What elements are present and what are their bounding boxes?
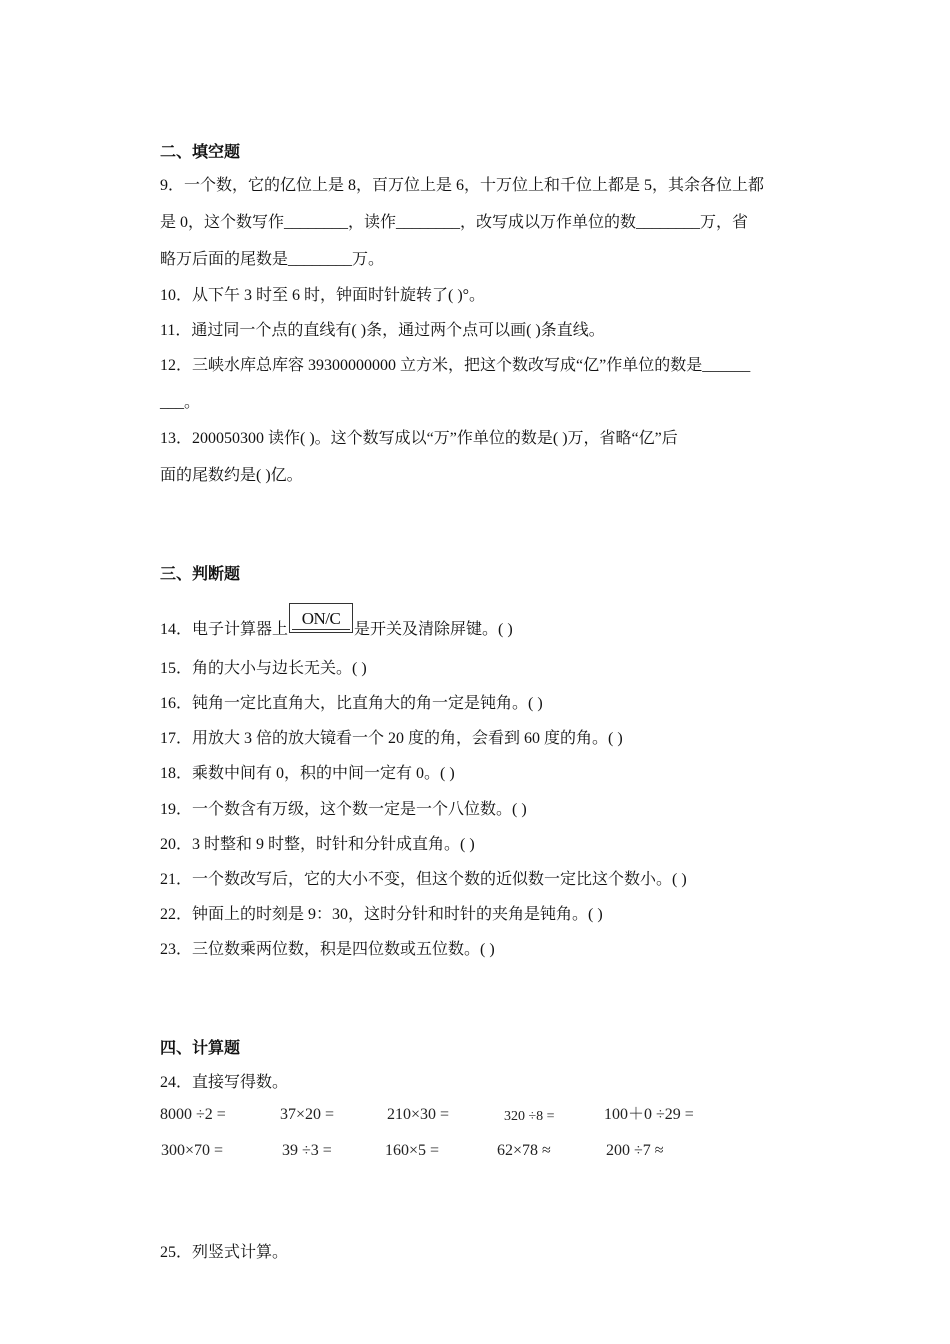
q25: 25．列竖式计算。: [160, 1244, 289, 1261]
q12-line-1: 12．三峡水库总库容 39300000000 立方米，把这个数改写成“亿”作单位的数是______: [160, 357, 751, 374]
q19: 19．一个数含有万级，这个数一定是一个八位数。( ): [160, 801, 527, 818]
calc-r2-3: 160×5 =: [385, 1142, 440, 1159]
q12-line-2: ___。: [160, 394, 201, 411]
q13-line-1: 13．200050300 读作( )。这个数写成以“万”作单位的数是( )万，省略“亿”后: [160, 430, 678, 447]
q16: 16．钝角一定比直角大，比直角大的角一定是钝角。( ): [160, 695, 543, 712]
q14: [160, 609, 513, 647]
q13-line-2: 面的尾数约是( )亿。: [160, 467, 303, 484]
on-c-key-icon: ON/C: [289, 603, 353, 633]
q9-line-3: 略万后面的尾数是________万。: [160, 251, 385, 268]
calc-r1-2: 37×20 =: [280, 1106, 335, 1123]
judge-heading: 三、判断题: [160, 566, 241, 583]
q9-line-1: 9．一个数，它的亿位上是 8，百万位上是 6，十万位上和千位上都是 5，其余各位上都: [160, 177, 765, 194]
calc-r2-1: 300×70 =: [161, 1142, 224, 1159]
q15: 15．角的大小与边长无关。( ): [160, 660, 367, 677]
q23: 23．三位数乘两位数，积是四位数或五位数。( ): [160, 941, 495, 958]
calc-r2-5: 200 ÷7 ≈: [606, 1142, 664, 1159]
q11: 11．通过同一个点的直线有( )条，通过两个点可以画( )条直线。: [160, 322, 605, 339]
q21: 21．一个数改写后，它的大小不变，但这个数的近似数一定比这个数小。( ): [160, 871, 687, 888]
calc-r2-2: 39 ÷3 =: [282, 1142, 332, 1159]
calc-heading: 四、计算题: [160, 1040, 241, 1057]
calc-r1-1: 8000 ÷2 =: [160, 1106, 226, 1123]
calc-r1-5: 100＋0 ÷29 =: [604, 1106, 694, 1123]
q10: 10．从下午 3 时至 6 时，钟面时针旋转了( )°。: [160, 287, 486, 304]
calc-r1-4: 320 ÷8 =: [504, 1109, 555, 1124]
q17: 17．用放大 3 倍的放大镜看一个 20 度的角，会看到 60 度的角。( ): [160, 730, 623, 747]
calc-r1-3: 210×30 =: [387, 1106, 450, 1123]
q14-text-before: 14．电子计算器上: [160, 621, 289, 638]
q9-line-2: 是 0，这个数写作________，读作________，改写成以万作单位的数________万，省: [160, 214, 749, 231]
q22: 22．钟面上的时刻是 9：30，这时分针和时针的夹角是钝角。( ): [160, 906, 603, 923]
q24: 24．直接写得数。: [160, 1074, 289, 1091]
q14-text-after: 是开关及清除屏键。( ): [354, 621, 513, 638]
q20: 20．3 时整和 9 时整，时针和分针成直角。( ): [160, 836, 475, 853]
calc-r2-4: 62×78 ≈: [497, 1142, 551, 1159]
fill-heading: 二、填空题: [160, 144, 241, 161]
q18: 18．乘数中间有 0，积的中间一定有 0。( ): [160, 765, 455, 782]
